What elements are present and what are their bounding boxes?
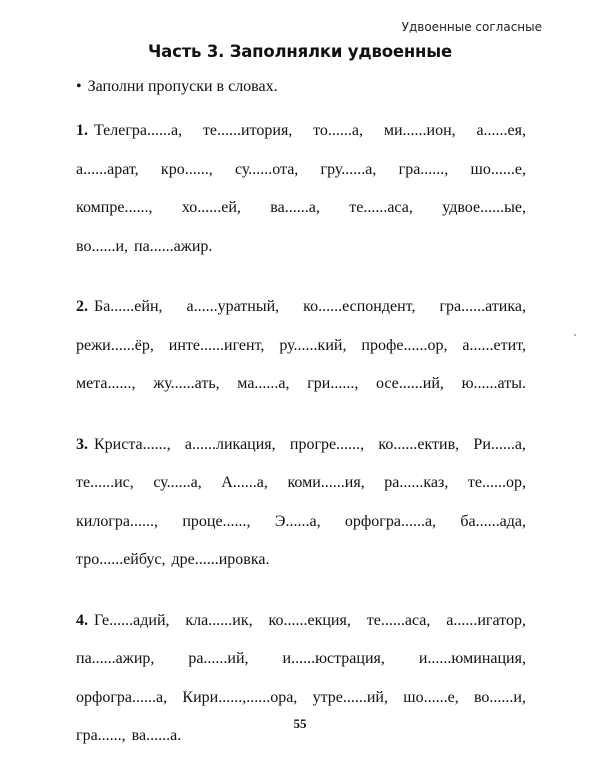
word-with-gap: ю......аты. — [461, 375, 526, 392]
word-with-gap: те......ис, — [76, 474, 134, 491]
word-with-gap: проце......, — [182, 512, 251, 530]
word-with-gap: орфогра......а, — [76, 688, 168, 706]
margin-speck — [574, 334, 576, 336]
word-with-gap: и......юстрация, — [282, 650, 385, 667]
word-with-gap: те......ор, — [467, 474, 526, 491]
exercise-line — [76, 679, 526, 718]
word-with-gap: шо......е, — [403, 688, 459, 706]
word-with-gap: инте......игент, — [168, 336, 265, 354]
exercise-number: 1. — [76, 122, 88, 139]
word-with-gap: утре......ий, — [312, 688, 388, 706]
word-with-gap: и......юминация, — [418, 650, 526, 667]
numbered-word — [76, 112, 182, 151]
word-with-gap: жу......ать, — [153, 375, 220, 392]
numbered-word — [76, 426, 171, 465]
word-with-gap: су......а, — [153, 474, 202, 491]
word-with-gap: гра......, — [398, 160, 449, 178]
exercise-line — [76, 602, 526, 641]
exercise-number: 4. — [76, 611, 88, 629]
exercise-line — [76, 288, 526, 327]
word-with-gap: ми......ион, — [383, 122, 456, 139]
exercise-line — [76, 112, 526, 151]
exercise-line — [76, 426, 526, 465]
word-with-gap: гри......, — [307, 375, 359, 392]
word-with-gap: орфогра......а, — [344, 512, 437, 530]
word-with-gap: килогра......, — [76, 512, 158, 530]
exercise-3 — [76, 426, 526, 580]
bullet: • — [76, 78, 82, 95]
word-with-gap: А......а, — [221, 474, 268, 491]
word-with-gap: Кири......,......ора, — [182, 688, 298, 706]
word-with-gap: ва......а. — [131, 727, 182, 744]
exercise-line — [76, 640, 526, 679]
exercise-number: 3. — [76, 435, 88, 453]
word-with-gap: а......ея, — [476, 122, 526, 139]
word-with-gap: Э......а, — [274, 512, 321, 530]
word-with-gap: Телегра......а, — [94, 122, 183, 139]
word-with-gap: гру......а, — [320, 160, 377, 178]
exercise-2 — [76, 288, 526, 404]
word-with-gap: су......ота, — [234, 160, 299, 178]
word-with-gap: ко......еспондент, — [303, 298, 416, 315]
word-with-gap: коми......ия, — [287, 474, 365, 491]
instruction — [76, 78, 278, 96]
word-with-gap: па......ажир, — [76, 650, 155, 667]
word-with-gap: гра......атика, — [439, 298, 526, 315]
word-with-gap: па......ажир. — [134, 237, 213, 255]
word-with-gap: ма......а, — [237, 375, 290, 392]
word-with-gap: ба......ада, — [460, 512, 526, 530]
numbered-word — [76, 602, 170, 641]
word-with-gap: мета......, — [76, 375, 136, 392]
page-title: Часть 3. Заполнялки удвоенные — [148, 42, 452, 61]
word-with-gap: ко......ектив, — [378, 435, 460, 453]
word-with-gap: ко......екция, — [268, 611, 351, 629]
word-with-gap: прогре......, — [289, 435, 365, 453]
word-with-gap: Ге......адий, — [94, 611, 170, 629]
word-with-gap: удвое......ые, — [442, 199, 526, 216]
exercise-line — [76, 503, 526, 542]
numbered-word — [76, 288, 163, 327]
instruction-text: Заполни пропуски в словах. — [87, 78, 278, 95]
word-with-gap: во......и, — [76, 237, 129, 255]
running-head: Удвоенные согласные — [401, 20, 542, 34]
word-with-gap: хо......ей, — [181, 199, 241, 216]
word-with-gap: во......и, — [473, 688, 526, 706]
word-with-gap: ра......ий, — [188, 650, 249, 667]
word-with-gap: гра......, — [76, 727, 126, 744]
word-with-gap: ру......кий, — [279, 336, 347, 354]
word-with-gap: Ба......ейн, — [94, 298, 163, 315]
word-with-gap: те......аса, — [366, 611, 431, 629]
exercise-line — [76, 327, 526, 366]
exercise-1 — [76, 112, 526, 266]
exercise-line — [76, 189, 526, 228]
word-with-gap: режи......ёр, — [76, 336, 154, 354]
word-with-gap: дре......ировка. — [171, 551, 270, 568]
word-with-gap: Ри......а, — [473, 435, 526, 453]
word-with-gap: а......арат, — [76, 160, 139, 178]
word-with-gap: шо......е, — [470, 160, 526, 178]
word-with-gap: ра......каз, — [384, 474, 449, 491]
word-with-gap: осе......ий, — [375, 375, 444, 392]
word-with-gap: то......а, — [313, 122, 363, 139]
exercise-line — [76, 541, 526, 580]
exercise-line — [76, 228, 526, 267]
exercise-4 — [76, 602, 526, 756]
exercise-line — [76, 365, 526, 404]
word-with-gap: а......игатор, — [446, 611, 526, 629]
exercise-number: 2. — [76, 298, 88, 315]
word-with-gap: кла......ик, — [185, 611, 253, 629]
exercise-line — [76, 151, 526, 190]
word-with-gap: компре......, — [76, 199, 153, 216]
word-with-gap: профе......ор, — [361, 336, 448, 354]
exercise-list — [76, 112, 526, 778]
exercise-line — [76, 464, 526, 503]
word-with-gap: тро......ейбус, — [76, 551, 166, 568]
word-with-gap: а......етит, — [462, 336, 526, 354]
word-with-gap: кро......, — [160, 160, 213, 178]
page-number: 55 — [293, 716, 307, 731]
word-with-gap: те......аса, — [349, 199, 413, 216]
word-with-gap: Криста......, — [94, 435, 171, 453]
word-with-gap: а......уратный, — [186, 298, 280, 315]
word-with-gap: а......ликация, — [184, 435, 276, 453]
word-with-gap: ва......а, — [270, 199, 320, 216]
word-with-gap: те......итория, — [202, 122, 293, 139]
